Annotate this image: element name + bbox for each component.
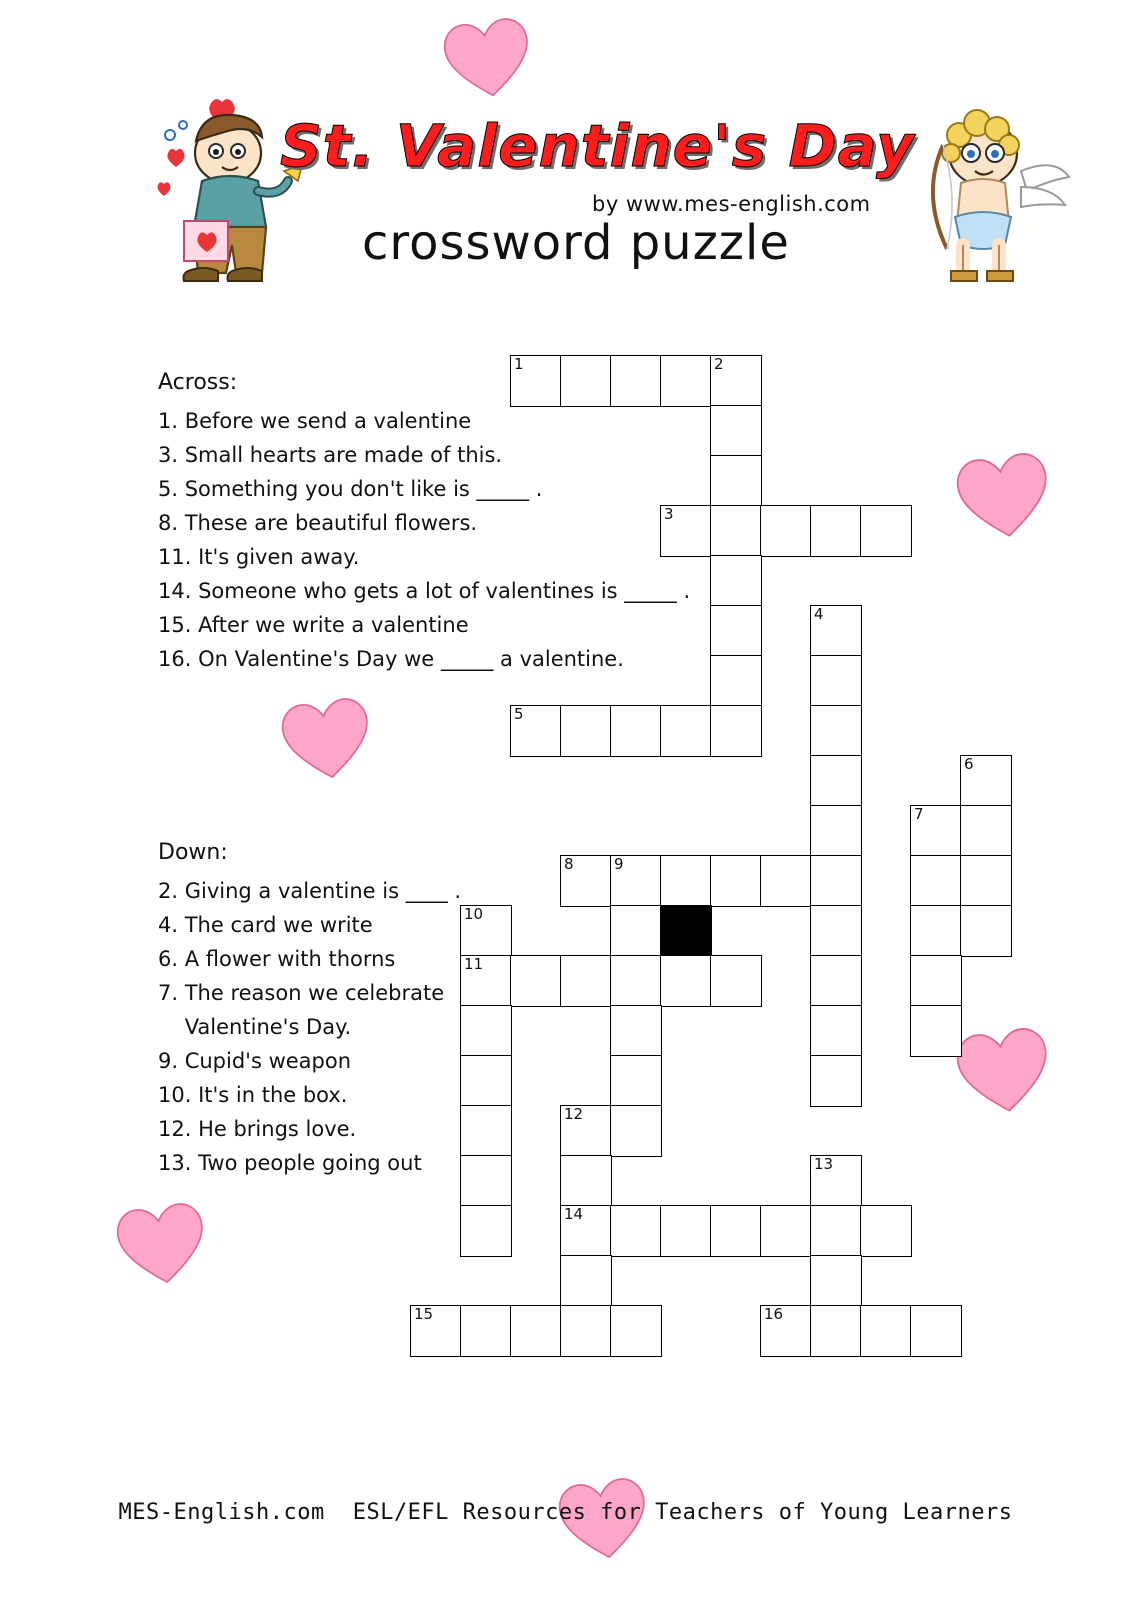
heart-icon bbox=[953, 1024, 1056, 1121]
grid-cell[interactable] bbox=[610, 855, 662, 907]
heart-icon bbox=[278, 694, 376, 786]
across-clue: 16. On Valentine's Day we _____ a valentine. bbox=[158, 647, 624, 671]
grid-cell[interactable] bbox=[710, 655, 762, 707]
grid-cell[interactable] bbox=[610, 905, 662, 957]
grid-cell[interactable] bbox=[460, 1055, 512, 1107]
heart-icon bbox=[113, 1199, 211, 1291]
grid-cell[interactable] bbox=[610, 1305, 662, 1357]
grid-cell[interactable] bbox=[560, 705, 612, 757]
grid-cell[interactable] bbox=[810, 705, 862, 757]
grid-cell[interactable] bbox=[710, 555, 762, 607]
grid-cell[interactable] bbox=[410, 1305, 462, 1357]
grid-cell[interactable] bbox=[510, 705, 562, 757]
down-clue: 9. Cupid's weapon bbox=[158, 1049, 352, 1073]
down-clue: 12. He brings love. bbox=[158, 1117, 357, 1141]
grid-cell[interactable] bbox=[810, 755, 862, 807]
heart-icon bbox=[440, 14, 536, 104]
grid-cell[interactable] bbox=[610, 1055, 662, 1107]
across-clue-list bbox=[158, 370, 690, 676]
grid-cell[interactable] bbox=[660, 705, 712, 757]
grid-cell[interactable] bbox=[710, 455, 762, 507]
grid-cell-number: 15 bbox=[414, 1305, 434, 1323]
grid-cell[interactable] bbox=[760, 1205, 812, 1257]
grid-cell[interactable] bbox=[560, 1255, 612, 1307]
grid-cell[interactable] bbox=[810, 905, 862, 957]
grid-cell[interactable] bbox=[460, 955, 512, 1007]
grid-cell[interactable] bbox=[810, 1305, 862, 1357]
grid-cell-number: 6 bbox=[964, 755, 974, 773]
grid-cell-number: 9 bbox=[614, 855, 624, 873]
grid-cell[interactable] bbox=[910, 805, 962, 857]
grid-cell[interactable] bbox=[710, 855, 762, 907]
grid-cell[interactable] bbox=[710, 705, 762, 757]
grid-cell[interactable] bbox=[460, 905, 512, 957]
grid-cell-number: 8 bbox=[564, 855, 574, 873]
down-clue: 7. The reason we celebrate bbox=[158, 981, 445, 1005]
grid-cell[interactable] bbox=[660, 505, 712, 557]
grid-cell[interactable] bbox=[510, 355, 562, 407]
grid-cell[interactable] bbox=[910, 905, 962, 957]
grid-cell[interactable] bbox=[810, 655, 862, 707]
worksheet-header bbox=[0, 0, 1131, 330]
grid-cell[interactable] bbox=[960, 805, 1012, 857]
grid-cell[interactable] bbox=[860, 1205, 912, 1257]
grid-cell-number: 7 bbox=[914, 805, 924, 823]
grid-cell-number: 4 bbox=[814, 605, 824, 623]
across-clue: 11. It's given away. bbox=[158, 545, 360, 569]
grid-cell[interactable] bbox=[910, 1005, 962, 1057]
across-clue: 5. Something you don't like is _____ . bbox=[158, 477, 543, 501]
down-clue: 6. A flower with thorns bbox=[158, 947, 396, 971]
grid-cell[interactable] bbox=[610, 955, 662, 1007]
across-clue: 8. These are beautiful flowers. bbox=[158, 511, 478, 535]
grid-cell[interactable] bbox=[660, 855, 712, 907]
grid-cell[interactable] bbox=[610, 1205, 662, 1257]
grid-cell[interactable] bbox=[760, 505, 812, 557]
grid-cell[interactable] bbox=[960, 905, 1012, 957]
across-clue: 1. Before we send a valentine bbox=[158, 409, 472, 433]
grid-cell[interactable] bbox=[510, 1305, 562, 1357]
grid-cell[interactable] bbox=[710, 405, 762, 457]
grid-cell-number: 13 bbox=[814, 1155, 834, 1173]
grid-cell-number: 14 bbox=[564, 1205, 584, 1223]
grid-cell[interactable] bbox=[560, 855, 612, 907]
grid-cell[interactable] bbox=[860, 1305, 912, 1357]
grid-cell[interactable] bbox=[560, 1155, 612, 1207]
down-clue: 10. It's in the box. bbox=[158, 1083, 348, 1107]
grid-cell[interactable] bbox=[510, 955, 562, 1007]
grid-cell[interactable] bbox=[710, 955, 762, 1007]
down-clue: 13. Two people going out bbox=[158, 1151, 422, 1175]
grid-cell[interactable] bbox=[610, 1105, 662, 1157]
grid-cell[interactable] bbox=[460, 1005, 512, 1057]
page-subtitle: crossword puzzle bbox=[362, 215, 790, 271]
grid-cell[interactable] bbox=[810, 1055, 862, 1107]
grid-cell[interactable] bbox=[610, 1005, 662, 1057]
grid-cell[interactable] bbox=[810, 1205, 862, 1257]
grid-cell[interactable] bbox=[710, 355, 762, 407]
grid-cell-number: 3 bbox=[664, 505, 674, 523]
grid-cell[interactable] bbox=[810, 605, 862, 657]
grid-cell[interactable] bbox=[660, 1205, 712, 1257]
byline: by www.mes-english.com bbox=[592, 192, 871, 216]
down-clue: 2. Giving a valentine is ____ . bbox=[158, 879, 462, 903]
heart-icon bbox=[953, 449, 1056, 546]
grid-cell[interactable] bbox=[910, 955, 962, 1007]
grid-cell[interactable] bbox=[560, 1305, 612, 1357]
grid-cell[interactable] bbox=[560, 1205, 612, 1257]
cupid-with-bow-icon bbox=[925, 105, 1075, 300]
grid-cell[interactable] bbox=[560, 955, 612, 1007]
grid-cell-number: 5 bbox=[514, 705, 524, 723]
grid-cell[interactable] bbox=[910, 1305, 962, 1357]
grid-cell-number: 12 bbox=[564, 1105, 584, 1123]
grid-cell[interactable] bbox=[810, 1155, 862, 1207]
grid-cell-number: 11 bbox=[464, 955, 484, 973]
grid-cell[interactable] bbox=[760, 855, 812, 907]
grid-cell[interactable] bbox=[460, 1305, 512, 1357]
grid-cell-number: 2 bbox=[714, 355, 724, 373]
across-clue: 3. Small hearts are made of this. bbox=[158, 443, 503, 467]
grid-cell[interactable] bbox=[710, 605, 762, 657]
grid-cell[interactable] bbox=[460, 1155, 512, 1207]
grid-cell[interactable] bbox=[910, 855, 962, 907]
grid-cell[interactable] bbox=[560, 1105, 612, 1157]
grid-cell[interactable] bbox=[460, 1205, 512, 1257]
grid-cell[interactable] bbox=[810, 1005, 862, 1057]
grid-cell-number: 10 bbox=[464, 905, 484, 923]
grid-cell[interactable] bbox=[860, 505, 912, 557]
grid-cell[interactable] bbox=[960, 855, 1012, 907]
grid-cell[interactable] bbox=[810, 505, 862, 557]
grid-cell[interactable] bbox=[710, 1205, 762, 1257]
across-clue: 14. Someone who gets a lot of valentines is _____ . bbox=[158, 579, 691, 603]
across-heading: Across: bbox=[158, 370, 238, 395]
grid-cell[interactable] bbox=[810, 955, 862, 1007]
grid-cell[interactable] bbox=[660, 955, 712, 1007]
grid-cell[interactable] bbox=[810, 1255, 862, 1307]
grid-cell[interactable] bbox=[760, 1305, 812, 1357]
across-clue: 15. After we write a valentine bbox=[158, 613, 469, 637]
footer-site: MES-English.com bbox=[118, 1500, 325, 1525]
down-clue: Valentine's Day. bbox=[158, 1015, 352, 1039]
page-title: St. Valentine's Day bbox=[280, 112, 915, 180]
down-clue: 4. The card we write bbox=[158, 913, 373, 937]
grid-cell-number: 16 bbox=[764, 1305, 784, 1323]
grid-cell[interactable] bbox=[810, 855, 862, 907]
grid-cell[interactable] bbox=[560, 355, 612, 407]
grid-cell[interactable] bbox=[960, 755, 1012, 807]
grid-cell[interactable] bbox=[810, 805, 862, 857]
page-footer bbox=[0, 1500, 1131, 1525]
grid-cell-number: 1 bbox=[514, 355, 524, 373]
down-clue-list bbox=[158, 840, 461, 1180]
grid-cell[interactable] bbox=[610, 705, 662, 757]
grid-cell[interactable] bbox=[710, 505, 762, 557]
grid-cell-blocked bbox=[660, 905, 712, 957]
footer-tagline: ESL/EFL Resources for Teachers of Young Learners bbox=[352, 1500, 1013, 1525]
down-heading: Down: bbox=[158, 840, 228, 865]
grid-cell[interactable] bbox=[610, 355, 662, 407]
grid-cell[interactable] bbox=[660, 355, 712, 407]
grid-cell[interactable] bbox=[460, 1105, 512, 1157]
